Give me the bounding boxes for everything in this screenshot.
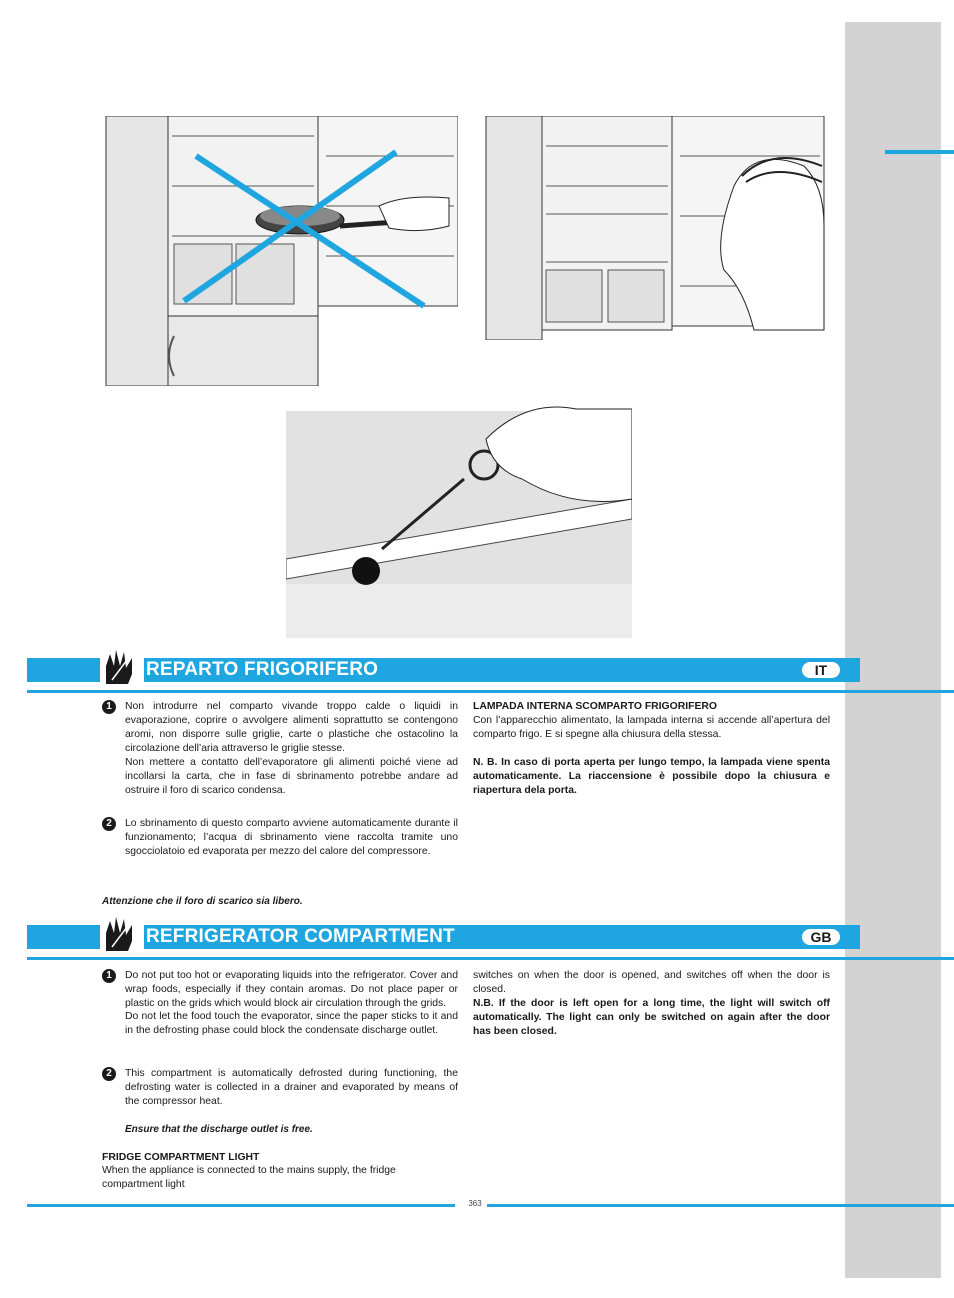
gb-light-nb: N.B. If the door is left open for a long time, the light will switch off automatically. The light can only be switched on again after the door has been closed. <box>473 998 830 1037</box>
gb-note: Ensure that the discharge outlet is free. <box>125 1124 313 1135</box>
section-title-it: REPARTO FRIGORIFERO <box>146 659 379 680</box>
it-item1b-text: Non mettere a contatto dell’evaporatore gli alimenti poiché viene ad incollarsi la carta, che in fase di sbrinamento potrebbe andare ad ostruire il foro di scarico condensa. <box>125 757 458 796</box>
side-accent-mark <box>885 150 954 154</box>
item-number-2: 2 <box>102 817 116 831</box>
item-number-1: 1 <box>102 969 116 983</box>
gb-item2-text: This compartment is automatically defrosted during functioning, the defrosting water is collected in a drainer and evaporated by means of the compressor heat. <box>125 1068 458 1107</box>
language-badge-it: IT <box>802 662 840 678</box>
item-number-2: 2 <box>102 1067 116 1081</box>
section-divider <box>27 690 954 693</box>
gb-item1-text: Do not put too hot or evaporating liquids into the refrigerator. Cover and wrap foods, especially if they contain aromas. Do not place paper or plastic on the grids which would block air circulation through the grids. <box>125 970 458 1009</box>
it-lamp-nb: N. B. In caso di porta aperta per lungo tempo, la lampada viene spenta automaticamente. La riaccensione è possibile dopo la chiusura e riapertura dela porta. <box>473 757 830 796</box>
page-side-band <box>845 22 941 1278</box>
section-title-gb: REFRIGERATOR COMPARTMENT <box>146 926 455 947</box>
illustration-hot-pan-forbidden <box>104 116 458 386</box>
page-number: 363 <box>468 1199 482 1208</box>
it-note: Attenzione che il foro di scarico sia libero. <box>102 896 303 907</box>
gb-light-heading: FRIDGE COMPARTMENT LIGHT <box>102 1152 260 1163</box>
gb-light-text: When the appliance is connected to the mains supply, the fridge compartment light <box>102 1165 396 1190</box>
footer-rule-right <box>487 1204 954 1207</box>
gb-light-text-continued: switches on when the door is opened, and switches off when the door is closed. <box>473 970 830 995</box>
footer-rule-left <box>27 1204 455 1207</box>
it-lamp-heading: LAMPADA INTERNA SCOMPARTO FRIGORIFERO <box>473 701 717 712</box>
section-divider <box>27 957 954 960</box>
it-item1-text: Non introdurre nel comparto vivande troppo calde o liquidi in evaporazione, coprire o avvolgere alimenti soprattutto se contengono aromi, non disporre sulle griglie, carte o plastiche che ostacolino la circolazione dell’aria attraverso le griglie stesse. <box>125 701 458 754</box>
it-item2-text: Lo sbrinamento di questo comparto avviene automaticamente durante il funzionamento; l’acqua di sbrinamento viene raccolta tramite uno sgocciolatoio ed evaporata per mezzo del calore del compressore. <box>125 818 458 857</box>
language-badge-gb: GB <box>802 929 840 945</box>
gb-item1b-text: Do not let the food touch the evaporator, since the paper sticks to it and in the defrosting phase could block the condensate discharge outlet. <box>125 1011 458 1036</box>
illustration-fridge-light <box>484 116 826 340</box>
item-number-1: 1 <box>102 700 116 714</box>
it-lamp-text: Con l’apparecchio alimentato, la lampada interna si accende all’apertura del comparto frigo. E si spegne alla chiusura della stessa. <box>473 715 830 740</box>
illustration-drain-cleaning <box>286 399 632 638</box>
warning-hand-icon <box>100 913 144 955</box>
warning-hand-icon <box>100 646 144 688</box>
